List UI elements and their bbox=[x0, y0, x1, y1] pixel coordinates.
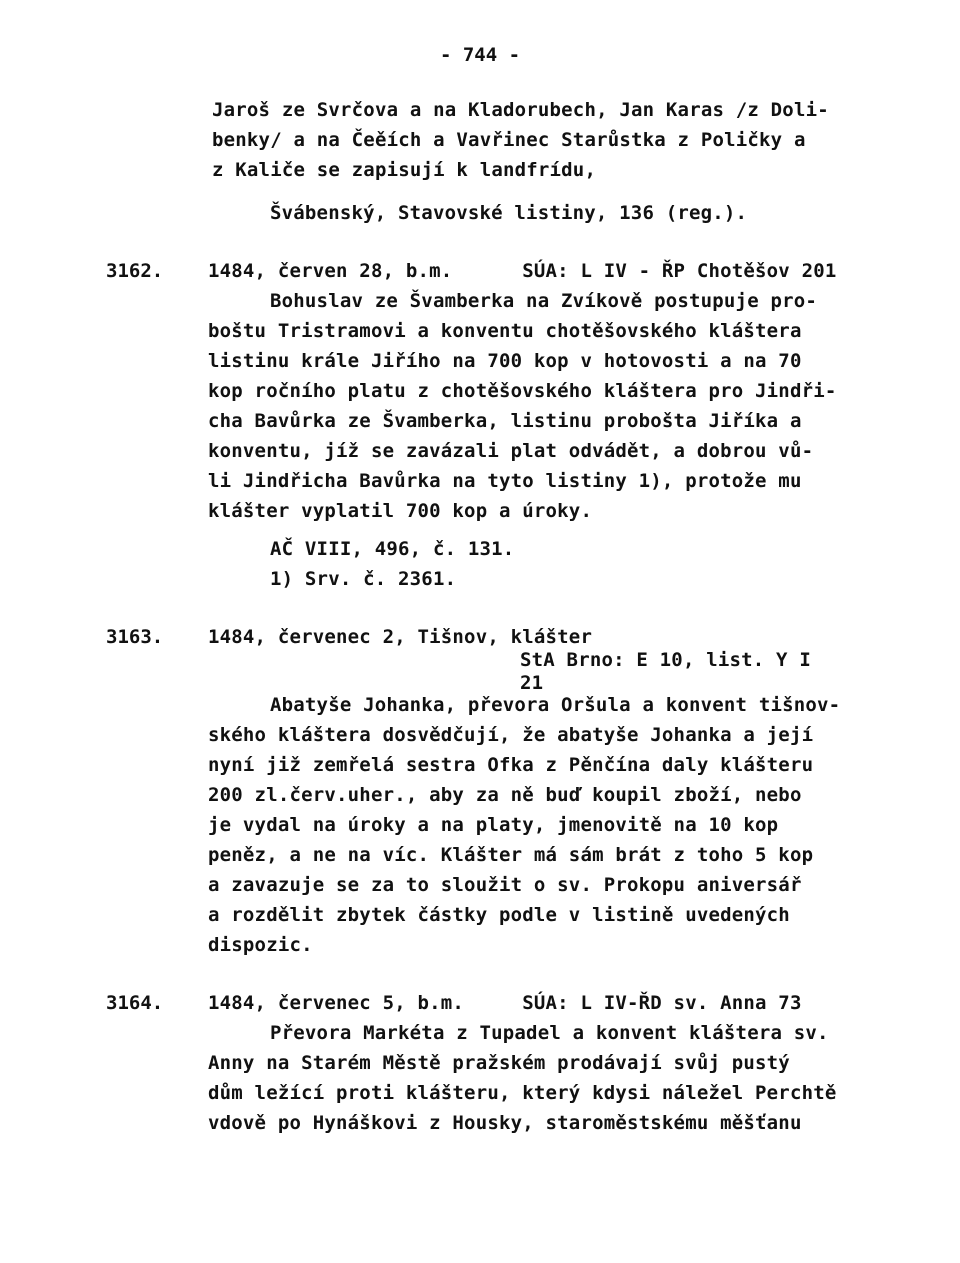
entry-body-line: Abatyše Johanka, převora Oršula a konvent tišnov- bbox=[270, 694, 841, 716]
entry-header: 1484, červenec 2, Tišnov, klášter bbox=[208, 626, 593, 648]
entry-body-line: dům ležící proti klášteru, který kdysi náležel Perchtě bbox=[208, 1082, 837, 1104]
entry-archive: StA Brno: E 10, list. Y I bbox=[520, 649, 811, 671]
entry-footnote: 1) Srv. č. 2361. bbox=[270, 568, 457, 590]
entry-number: 3162. bbox=[106, 260, 164, 282]
entry-body-line: je vydal na úroky a na platy, jmenovitě na 10 kop bbox=[208, 814, 779, 836]
entry-body-line: boštu Tristramovi a konventu chotěšovského kláštera bbox=[208, 320, 802, 342]
entry-body-line: kop ročního platu z chotěšovského kláštera pro Jindři- bbox=[208, 380, 837, 402]
entry-body-line: dispozic. bbox=[208, 934, 313, 956]
page-number: - 744 - bbox=[439, 44, 521, 66]
entry-body-line: vdově po Hynáškovi z Housky, staroměstskému měšťanu bbox=[208, 1112, 802, 1134]
entry-body-line: Anny na Starém Městě pražském prodávají svůj pustý bbox=[208, 1052, 790, 1074]
intro-line: z Kaliče se zapisují k landfrídu, bbox=[212, 159, 597, 181]
intro-line: Jaroš ze Svrčova a na Kladorubech, Jan Karas /z Doli- bbox=[212, 99, 829, 121]
entry-body-line: 200 zl.červ.uher., aby za ně buď koupil zboží, nebo bbox=[208, 784, 802, 806]
entry-body-line: Převora Markéta z Tupadel a konvent kláštera sv. bbox=[270, 1022, 829, 1044]
entry-reference: AČ VIII, 496, č. 131. bbox=[270, 538, 515, 560]
intro-citation: Švábenský, Stavovské listiny, 136 (reg.). bbox=[270, 202, 748, 224]
entry-body-line: ského kláštera dosvědčují, že abatyše Johanka a její bbox=[208, 724, 814, 746]
entry-body-line: a zavazuje se za to sloužit o sv. Prokopu aniversář bbox=[208, 874, 802, 896]
entry-archive: 21 bbox=[520, 672, 544, 694]
entry-number: 3163. bbox=[106, 626, 164, 648]
entry-body-line: cha Bavůrka ze Švamberka, listinu probošta Jiříka a bbox=[208, 410, 802, 432]
entry-body-line: konventu, jíž se zavázali plat odvádět, a dobrou vů- bbox=[208, 440, 814, 462]
entry-body-line: a rozdělit zbytek částky podle v listině uvedených bbox=[208, 904, 790, 926]
entry-body-line: klášter vyplatil 700 kop a úroky. bbox=[208, 500, 593, 522]
entry-header: 1484, červen 28, b.m. SÚA: L IV - ŘP Chotěšov 201 bbox=[208, 260, 837, 282]
entry-body-line: peněz, a ne na víc. Klášter má sám brát z toho 5 kop bbox=[208, 844, 814, 866]
entry-body-line: li Jindřicha Bavůrka na tyto listiny 1), protože mu bbox=[208, 470, 802, 492]
entry-body-line: Bohuslav ze Švamberka na Zvíkově postupuje pro- bbox=[270, 290, 818, 312]
entry-body-line: listinu krále Jiřího na 700 kop v hotovosti a na 70 bbox=[208, 350, 802, 372]
entry-body-line: nyní již zemřelá sestra Ofka z Pěnčína daly klášteru bbox=[208, 754, 814, 776]
intro-line: benky/ a na Čeěích a Vavřinec Starůstka z Poličky a bbox=[212, 129, 806, 151]
entry-number: 3164. bbox=[106, 992, 164, 1014]
entry-header: 1484, červenec 5, b.m. SÚA: L IV-ŘD sv. Anna 73 bbox=[208, 992, 802, 1014]
